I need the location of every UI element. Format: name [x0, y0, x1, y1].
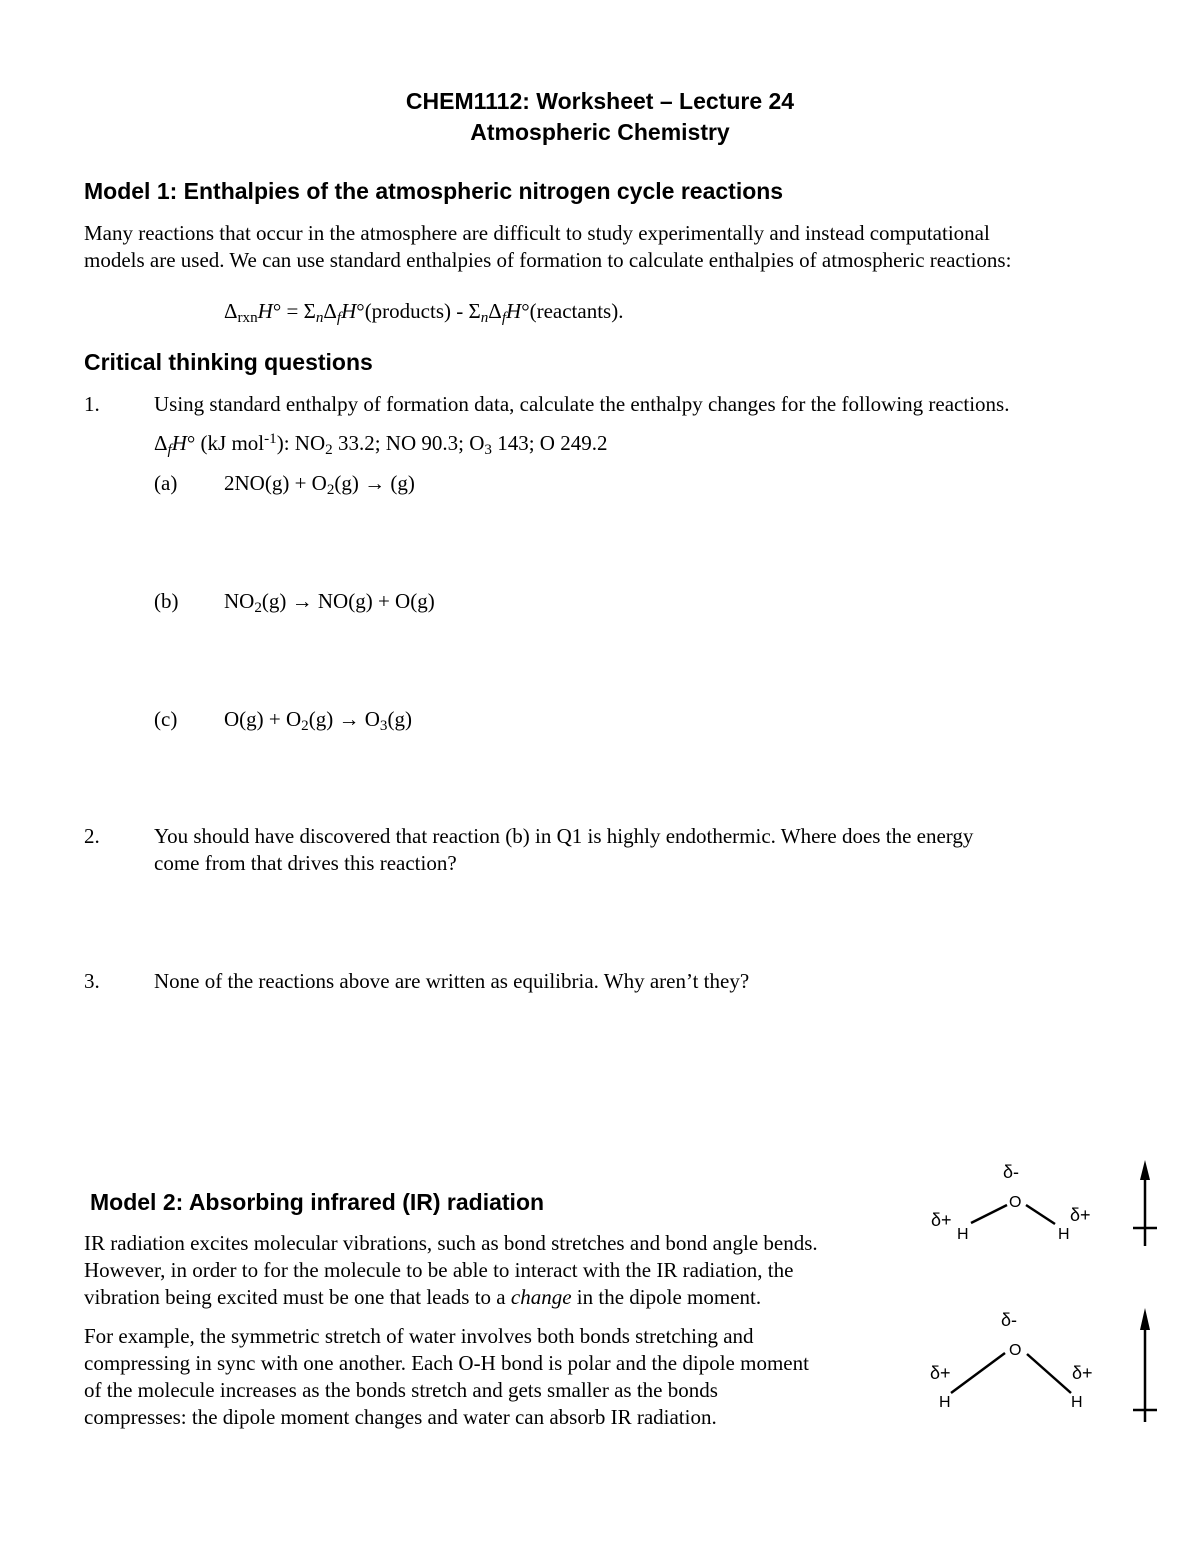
right-hydrogen-charge: δ+ — [1072, 1363, 1093, 1383]
worksheet-title: CHEM1112: Worksheet – Lecture 24 — [405, 88, 795, 114]
model2-heading: Model 2: Absorbing infrared (IR) radiation — [90, 1189, 545, 1215]
question-2-number: 2. — [84, 824, 100, 848]
enthalpy-equation: $\Delta_{rxn}H^\circ$ = $\Sigma_n\Delta_fH^\circ(products)$ - $\Sigma_n\Delta_fH^\circ(reactants)$. — [224, 299, 624, 326]
dipole-arrow-small — [1128, 1158, 1162, 1252]
oxygen-atom: O — [1009, 1342, 1022, 1359]
right-hydrogen-atom: H — [1058, 1226, 1070, 1243]
oxygen-partial-charge: δ- — [1001, 1310, 1018, 1330]
water-molecule-compressed — [925, 1160, 1115, 1250]
right-hydrogen-charge: δ+ — [1070, 1205, 1091, 1225]
question-2-line2: come from that drives this reaction? — [154, 851, 457, 875]
question-1-number: 1. — [84, 392, 100, 416]
left-hydrogen-atom: H — [957, 1226, 969, 1243]
question-3-number: 3. — [84, 969, 100, 993]
oxygen-partial-charge: δ- — [1003, 1162, 1020, 1182]
model2-p1-line3: vibration being excited must be one that leads to a change in the dipole moment. — [84, 1285, 762, 1309]
question-3-text: None of the reactions above are written as equilibria. Why aren’t they? — [154, 969, 750, 993]
model2-p1-line1: IR radiation excites molecular vibrations, such as bond stretches and bond angle bends. — [84, 1231, 818, 1255]
model2-p2-line2: compressing in sync with one another. Each O-H bond is polar and the dipole moment — [84, 1351, 809, 1375]
water-molecule-stretched — [925, 1308, 1115, 1418]
left-hydrogen-charge: δ+ — [930, 1363, 951, 1383]
reaction-b: $NO_2(g) \to NO(g) + O(g)$ — [224, 589, 435, 616]
model2-p2-line3: of the molecule increases as the bonds stretch and gets smaller as the bonds — [84, 1378, 718, 1402]
right-hydrogen-atom: H — [1071, 1394, 1083, 1411]
reaction-c: $O(g) + O_2(g) \to O_3(g)$ — [224, 707, 412, 734]
left-hydrogen-atom: H — [939, 1394, 951, 1411]
question-2-line1: You should have discovered that reaction (b) in Q1 is highly endothermic. Where does the energy — [154, 824, 974, 848]
reaction-b-label: (b) — [154, 589, 179, 613]
oxygen-atom: O — [1009, 1194, 1022, 1211]
left-hydrogen-charge: δ+ — [931, 1210, 952, 1230]
question-1-text: Using standard enthalpy of formation data, calculate the enthalpy changes for the following reactions. — [154, 392, 1010, 416]
model2-paragraph-2 — [84, 1323, 914, 1431]
model2-p2-line1: For example, the symmetric stretch of water involves both bonds stretching and — [84, 1324, 754, 1348]
critical-thinking-heading: Critical thinking questions — [84, 349, 373, 375]
model2-p2-line4: compresses: the dipole moment changes and water can absorb IR radiation. — [84, 1405, 717, 1429]
model1-intro-line2: models are used. We can use standard enthalpies of formation to calculate enthalpies of atmospheric reactions: — [84, 248, 1012, 272]
model2-paragraph-1 — [84, 1230, 914, 1311]
formation-data: $\Delta_fH^\circ$ (kJ mol$^{-1}$): $NO_2$ 33.2; NO 90.3; $O_3$ 143; O 249.2 — [154, 431, 608, 458]
reaction-a: $2NO(g) + O_2(g) \to (g)$ — [224, 471, 415, 498]
dipole-arrow-large — [1128, 1306, 1162, 1426]
model1-intro-line1: Many reactions that occur in the atmosphere are difficult to study experimentally and instead computational — [84, 221, 990, 245]
reaction-a-label: (a) — [154, 471, 178, 495]
worksheet-subtitle: Atmospheric Chemistry — [470, 119, 730, 145]
model2-p1-line2: However, in order to for the molecule to be able to interact with the IR radiation, the — [84, 1258, 794, 1282]
model1-heading: Model 1: Enthalpies of the atmospheric nitrogen cycle reactions — [84, 178, 784, 204]
reaction-c-label: (c) — [154, 707, 178, 731]
